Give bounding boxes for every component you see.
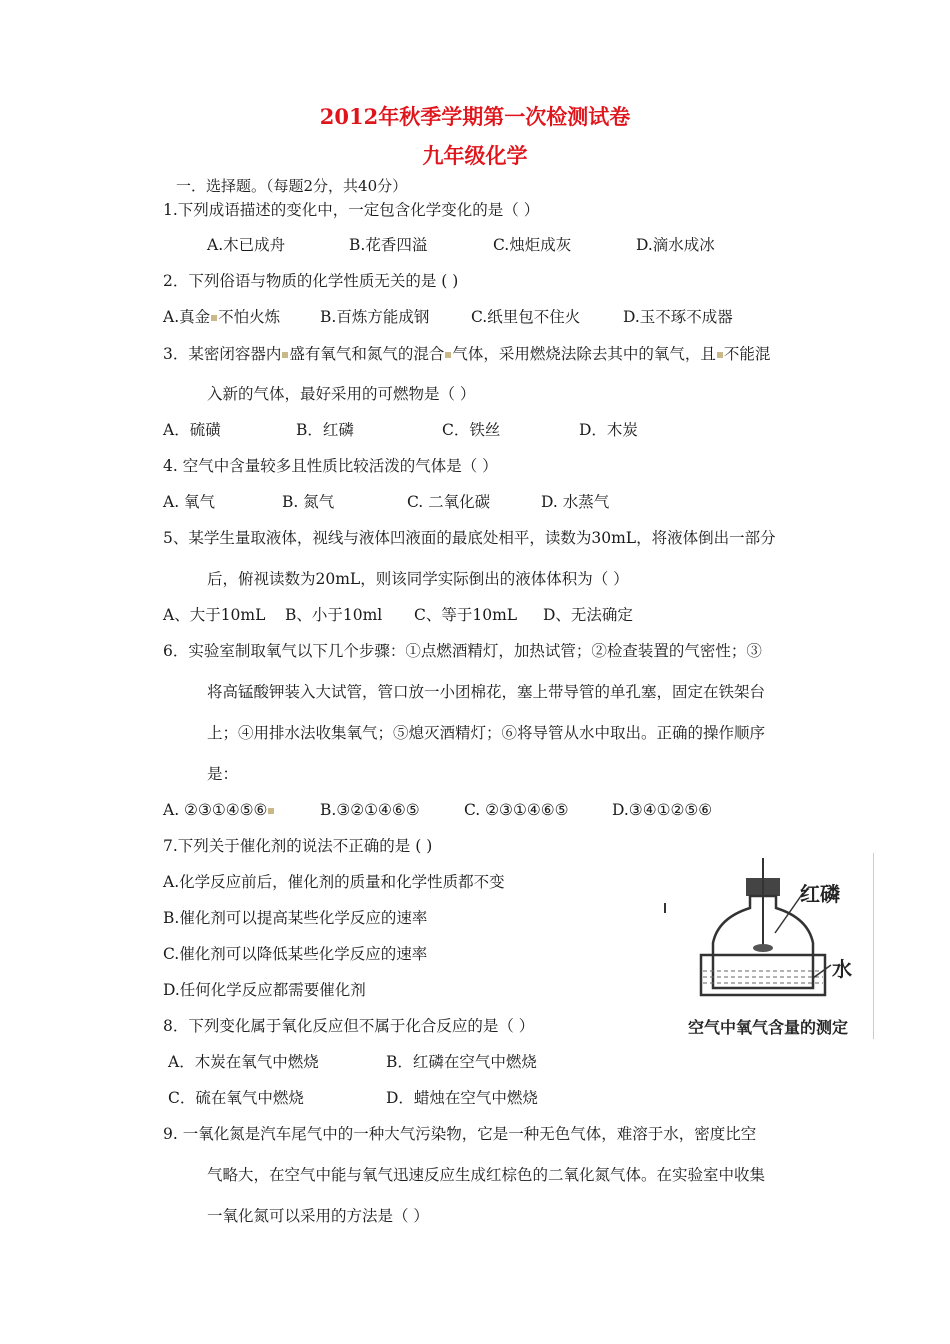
q7-option-b: B.催化剂可以提高某些化学反应的速率	[163, 909, 428, 927]
q2-option-b: B.百炼方能成钢	[320, 308, 430, 326]
q5-line1: 5、某学生量取液体，视线与液体凹液面的最底处相平，读数为30mL，将液体倒出一部分	[163, 529, 776, 547]
q9-line3: 一氧化氮可以采用的方法是（ ）	[207, 1207, 429, 1225]
q2-option-d: D.玉不琢不成器	[623, 308, 733, 326]
scan-mark	[268, 808, 274, 814]
q3-text: 气体，采用燃烧法除去其中的氧气，且	[452, 345, 716, 363]
q2-option-a-suffix: 不怕火炼	[218, 308, 281, 326]
q5-line2: 后，俯视读数为20mL，则该同学实际倒出的液体体积为（ ）	[207, 570, 629, 588]
q6-option-c: C. ②③①④⑥⑤	[464, 801, 569, 819]
q1-option-b: B.花香四溢	[349, 236, 428, 254]
q7-stem: 7.下列关于催化剂的说法不正确的是 ( )	[163, 837, 433, 855]
section-heading: 一．选择题。（每题2分，共40分）	[176, 177, 408, 195]
q6-option-a	[163, 800, 275, 820]
scan-mark	[445, 352, 451, 358]
q5-option-a: A、大于10mL	[163, 606, 266, 624]
q6-option-d: D.③④①②⑤⑥	[612, 801, 713, 819]
q7-option-c: C.催化剂可以降低某些化学反应的速率	[163, 945, 428, 963]
q9-line2: 气略大，在空气中能与氧气迅速反应生成红棕色的二氧化氮气体。在实验室中收集	[207, 1166, 766, 1184]
q8-option-a: A．木炭在氧气中燃烧	[168, 1053, 319, 1071]
q4-option-c: C. 二氧化碳	[407, 493, 491, 511]
q7-option-a: A.化学反应前后，催化剂的质量和化学性质都不变	[163, 873, 505, 891]
q8-option-c: C．硫在氧气中燃烧	[168, 1089, 304, 1107]
q7-option-d: D.任何化学反应都需要催化剂	[163, 981, 366, 999]
q3-option-c: C．铁丝	[442, 421, 501, 439]
q5-option-d: D、无法确定	[543, 606, 633, 624]
figure-caption: 空气中氧气含量的测定	[687, 1018, 848, 1037]
q1-option-a: A.木已成舟	[207, 236, 286, 254]
q4-stem: 4. 空气中含量较多且性质比较活泼的气体是（ ）	[163, 457, 498, 475]
scan-mark	[717, 352, 723, 358]
q1-option-c: C.烛炬成灰	[493, 236, 572, 254]
q4-option-b: B. 氮气	[282, 493, 335, 511]
q6-option-b: B.③②①④⑥⑤	[320, 801, 420, 819]
q6-line1: 6．实验室制取氧气以下几个步骤：①点燃酒精灯，加热试管；②检查装置的气密性；③	[163, 642, 762, 660]
q2-option-a-prefix: A.真金	[163, 308, 211, 326]
q2-option-a	[163, 307, 280, 327]
exam-subtitle: 九年级化学	[422, 143, 528, 168]
exam-title: 2012年秋季学期第一次检测试卷	[319, 104, 631, 129]
q3-text: 3．某密闭容器内	[163, 345, 282, 363]
q8-option-d: D．蜡烛在空气中燃烧	[386, 1089, 538, 1107]
q5-option-c: C、等于10mL	[414, 606, 518, 624]
q3-text: 不能混	[723, 345, 771, 363]
q3-text: 盛有氧气和氮气的混合	[289, 345, 445, 363]
q8-option-b: B．红磷在空气中燃烧	[386, 1053, 537, 1071]
apparatus-figure	[663, 853, 874, 1039]
q6-line3: 上；④用排水法收集氧气；⑤熄灭酒精灯；⑥将导管从水中取出。正确的操作顺序	[207, 724, 766, 742]
figure-label-red-phosphorus: 红磷	[800, 882, 840, 906]
q5-option-b: B、小于10ml	[285, 606, 383, 624]
q8-stem: 8．下列变化属于氧化反应但不属于化合反应的是（ ）	[163, 1017, 535, 1035]
figure-label-water: 水	[832, 957, 852, 981]
q4-option-d: D. 水蒸气	[541, 493, 610, 511]
q6-line2: 将高锰酸钾装入大试管，管口放一小团棉花，塞上带导管的单孔塞，固定在铁架台	[207, 683, 766, 701]
apparatus-drawing	[663, 853, 873, 1013]
q3-line2: 入新的气体，最好采用的可燃物是（ ）	[207, 385, 476, 403]
q4-option-a: A. 氧气	[163, 493, 216, 511]
q2-stem: 2．下列俗语与物质的化学性质无关的是 ( )	[163, 272, 459, 290]
q9-line1: 9. 一氧化氮是汽车尾气中的一种大气污染物，它是一种无色气体，难溶于水，密度比空	[163, 1125, 757, 1143]
q3-option-a: A．硫磺	[163, 421, 221, 439]
q1-stem: 1.下列成语描述的变化中，一定包含化学变化的是（ ）	[163, 201, 540, 219]
q3-option-d: D．木炭	[579, 421, 638, 439]
q6-line4: 是：	[207, 765, 239, 783]
q3-line1	[163, 344, 770, 364]
scan-mark	[211, 315, 217, 321]
scan-mark	[282, 352, 288, 358]
q2-option-c: C.纸里包不住火	[471, 308, 581, 326]
q3-option-b: B．红磷	[296, 421, 354, 439]
q6-option-a-text: A. ②③①④⑤⑥	[163, 801, 268, 819]
q1-option-d: D.滴水成冰	[636, 236, 715, 254]
